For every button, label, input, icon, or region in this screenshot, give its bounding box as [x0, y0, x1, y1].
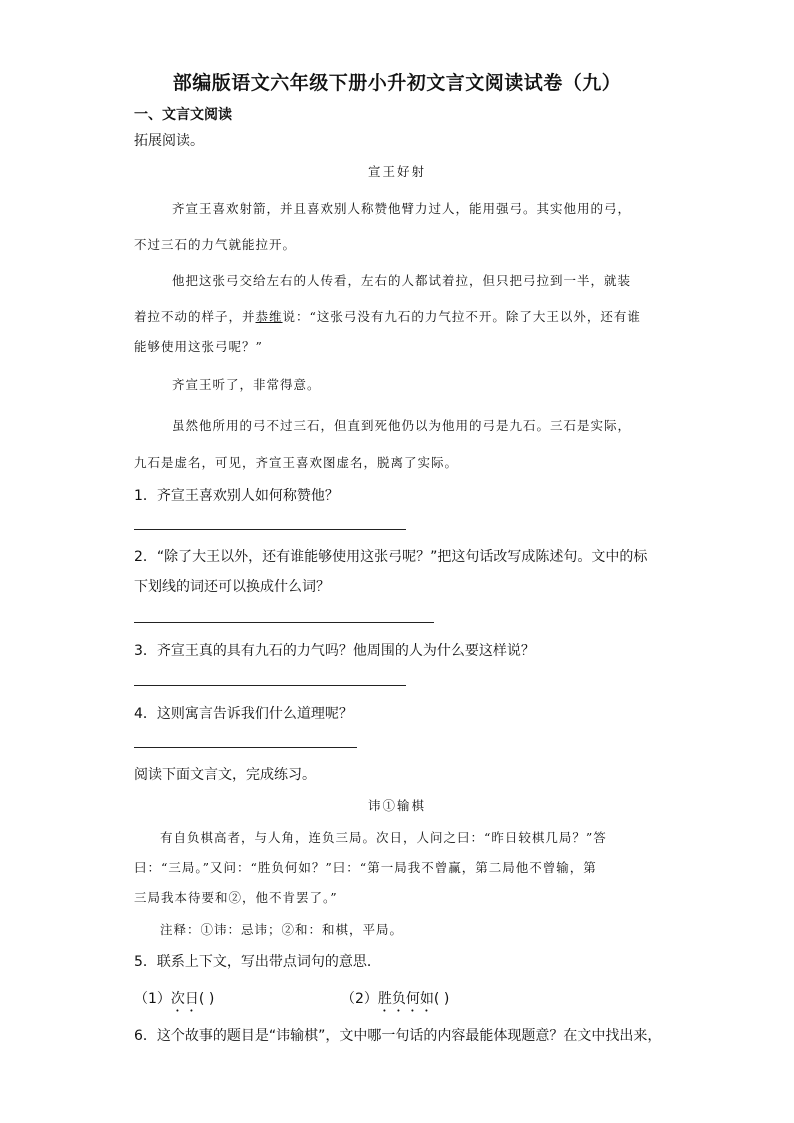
- question-3: 3．齐宣王真的具有九石的力气吗？他周围的人为什么要这样说？: [134, 643, 535, 659]
- underlined-word: 恭维: [255, 309, 283, 324]
- passage-line: 能够使用这张弓呢？”: [134, 339, 263, 354]
- passage-line: 曰：“三局。”又问：“胜负何如？”曰：“第一局我不曾赢，第二局他不曾输，第: [134, 860, 597, 875]
- passage-title: 宣王好射: [367, 164, 426, 179]
- answer-blank[interactable]: ( ): [198, 991, 215, 1007]
- part-label: （2）: [341, 991, 378, 1007]
- passage-text: 说：“这张弓没有九石的力气拉不开。除了大王以外，还有谁: [282, 309, 641, 324]
- question-5-part-2: [341, 988, 449, 1015]
- page-title: 部编版语文六年级下册小升初文言文阅读试卷（九）: [172, 72, 622, 94]
- question-5: 5．联系上下文，写出带点词句的意思．: [134, 954, 381, 970]
- dotted-word: 胜负何如: [377, 991, 434, 1007]
- passage-line: 虽然他所用的弓不过三石，但直到死他仍以为他用的弓是九石。三石是实际，: [172, 418, 632, 433]
- question-5-part-1: [134, 988, 214, 1015]
- section-heading: 一、文言文阅读: [134, 107, 232, 123]
- answer-blank[interactable]: ( ): [433, 991, 450, 1007]
- section-intro: 拓展阅读。: [134, 133, 204, 149]
- answer-line[interactable]: [134, 685, 406, 686]
- question-4: 4．这则寓言告诉我们什么道理呢？: [134, 706, 353, 722]
- question-2-cont: 下划线的词还可以换成什么词？: [134, 579, 330, 595]
- passage-text: 着拉不动的样子，并: [134, 309, 256, 324]
- question-6: 6．这个故事的题目是“讳输棋”，文中哪一句话的内容最能体现题意？在文中找出来，: [134, 1028, 662, 1044]
- passage-line: [134, 307, 641, 325]
- dotted-word: 次日: [170, 991, 199, 1007]
- passage-line: 三局我本待要和②，他不肯罢了。”: [134, 890, 338, 905]
- answer-line[interactable]: [134, 529, 406, 530]
- answer-line[interactable]: [134, 747, 357, 748]
- question-2: 2．“除了大王以外，还有谁能够使用这张弓呢？”把这句话改写成陈述句。文中的标: [134, 549, 648, 565]
- passage-line: 不过三石的力气就能拉开。: [134, 237, 297, 252]
- passage-line: 齐宣王听了，非常得意。: [172, 377, 321, 392]
- passage-line: 他把这张弓交给左右的人传看，左右的人都试着拉，但只把弓拉到一半，就装: [172, 273, 632, 288]
- section-intro: 阅读下面文言文，完成练习。: [134, 767, 316, 783]
- passage-line: 九石是虚名，可见，齐宣王喜欢图虚名，脱离了实际。: [134, 455, 459, 470]
- passage-note: 注释：①讳：忌讳；②和：和棋，平局。: [160, 922, 404, 937]
- passage-line: 齐宣王喜欢射箭，并且喜欢别人称赞他臂力过人，能用强弓。其实他用的弓，: [172, 201, 632, 216]
- passage-line: 有自负棋高者，与人角，连负三局。次日，人问之曰：“昨日较棋几局？”答: [160, 830, 607, 845]
- answer-line[interactable]: [134, 622, 434, 623]
- part-label: （1）: [134, 991, 171, 1007]
- passage-title: 讳①输棋: [367, 798, 426, 813]
- question-1: 1．齐宣王喜欢别人如何称赞他？: [134, 488, 339, 504]
